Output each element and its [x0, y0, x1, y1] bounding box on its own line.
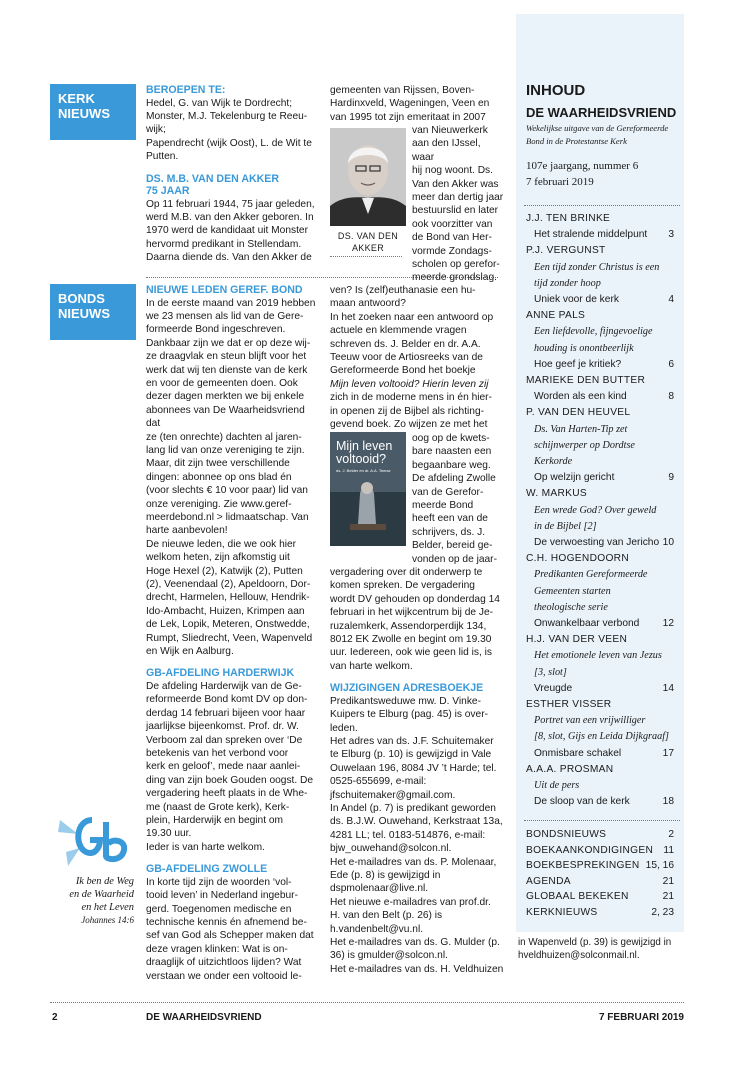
- toc-title: [526, 471, 674, 484]
- sidebar-header: [526, 82, 680, 190]
- zwolle-body: [146, 876, 320, 983]
- toc-author: [526, 763, 674, 776]
- text-line: Ieder is van harte welkom.: [146, 841, 265, 853]
- toc-title: [526, 795, 674, 808]
- text-line: Daarna diende ds. Van den Akker de: [146, 252, 312, 264]
- text-line: de Bond van Her-: [412, 232, 492, 244]
- zwolle-heading: GB-AFDELING ZWOLLE: [146, 863, 268, 876]
- vandenakker-body: [146, 198, 320, 265]
- text-line: Ouwelaan 196, 8084 JV ’t Harde; tel.: [330, 762, 497, 774]
- text-line: h.vandenbelt@vu.nl.: [330, 923, 424, 935]
- toc-page-number: 17: [662, 747, 674, 759]
- text-line: schreven ds. J. Belder en dr. A.A.: [330, 338, 481, 350]
- toc-text: Een liefdevolle, fijngevoelige: [534, 326, 653, 338]
- bonds-nieuws-tag: [50, 284, 136, 340]
- text-line: in openen zij de Bijbel als richting-: [330, 405, 485, 417]
- toc-page-number: 12: [662, 618, 674, 629]
- caption-divider: [330, 256, 402, 257]
- section-name: BOEKBESPREKINGEN: [526, 860, 640, 871]
- text-line: te Elburg (p. 10) is gewijzigd in Vale: [330, 749, 492, 761]
- text-line: Papendrecht (wijk Oost), L. de Wit te: [146, 137, 312, 149]
- toc-page-number: 4: [668, 294, 674, 305]
- toc-page-number: 6: [668, 358, 674, 370]
- toc-text: P. VAN DEN HEUVEL: [526, 407, 631, 419]
- text-line: In de eerste maand van 2019 hebben: [146, 297, 316, 309]
- footer-magazine: DE WAARHEIDSVRIEND: [146, 1012, 262, 1023]
- text-line: Ede (p. 8) is gewijzigd in: [330, 870, 441, 882]
- text-line: werk dat wij ten dienste van de kerk: [146, 364, 308, 376]
- text-line: 19.30 uur.: [146, 828, 192, 840]
- text-line: ven? Is (zelf)euthanasie een hu-: [330, 285, 476, 296]
- heading-line: DS. M.B. VAN DEN AKKER: [146, 172, 280, 185]
- text-line: Rumpt, Sliedrecht, Veen, Wapenveld: [146, 632, 313, 644]
- text-line: De nieuwe leden, die we ook hier: [146, 538, 297, 550]
- quote-line: en het Leven: [81, 901, 134, 913]
- text-line: Kuipers te Elburg (pag. 45) is over-: [330, 709, 488, 721]
- sidebar-divider-top: [524, 205, 680, 206]
- section-name: GLOBAAL BEKEKEN: [526, 891, 629, 902]
- text-line: 0525-655699, e-mail:: [330, 776, 427, 788]
- tag-line: NIEUWS: [58, 106, 110, 121]
- toc-author: [526, 633, 674, 646]
- text-line: leden.: [330, 722, 358, 734]
- gb-logo-icon: [52, 812, 136, 872]
- text-line: 8012 EK Zwolle en begint om 19.30: [330, 634, 492, 646]
- text-line: plein, Harderwijk en begint om: [146, 815, 284, 827]
- text-line: Gereformeerde Bond het boekje: [330, 365, 476, 377]
- toc-sub: [526, 779, 674, 792]
- text-line: werd M.B. van den Akker geboren. In: [146, 211, 314, 223]
- text-line: dspmolenaar@live.nl.: [330, 883, 429, 895]
- toc-text: MARIEKE DEN BUTTER: [526, 375, 646, 386]
- footer-date: 7 FEBRUARI 2019: [598, 1012, 684, 1023]
- toc-text: tijd zonder hoop: [534, 277, 601, 289]
- man-portrait-icon: [330, 128, 406, 226]
- text-line: (voor slechts € 10 voor paar) lid van: [146, 485, 308, 497]
- kerk-nieuws-tag: [50, 84, 136, 140]
- toc-text: Predikanten Gereformeerde: [534, 569, 648, 581]
- text-line: gevend boek. Zo wijzen ze met het: [330, 419, 488, 431]
- magazine-title: DE WAARHEIDSVRIEND: [526, 105, 677, 120]
- section-page-number: 21: [662, 891, 674, 902]
- toc-text: Kerkorde: [534, 456, 573, 467]
- text-line: In het zoeken naar een antwoord op: [330, 311, 494, 323]
- toc-author: [526, 406, 674, 419]
- section-page-number: 15, 16: [645, 860, 674, 871]
- toc-sub: [526, 504, 674, 517]
- section-index-row: [526, 906, 674, 919]
- section-page-number: 2: [668, 829, 674, 840]
- toc-text: Een wrede God? Over geweld: [534, 504, 657, 516]
- column-2-top: [330, 84, 502, 124]
- text-line: van 1995 tot zijn emeritaat in 2007: [330, 111, 486, 123]
- text-line: Ido-Ambacht, Huizen, Krimpen aan: [146, 605, 305, 617]
- toc-title: [526, 747, 674, 760]
- toc-text: Onwankelbaar verbond: [534, 618, 640, 629]
- toc-title: [526, 536, 674, 549]
- tag-line: NIEUWS: [58, 306, 110, 321]
- text-line: abonnees van De Waarheidsvriend dat: [146, 404, 305, 430]
- text-line: hervormd predikant in Stellendam.: [146, 238, 302, 250]
- text-line: In Andel (p. 7) is predikant geworden: [330, 803, 496, 814]
- tag-line: KERK: [58, 91, 95, 106]
- toc-text: schijnwerper op Dordtse: [534, 439, 635, 451]
- text-line: Putten.: [146, 151, 179, 163]
- toc-text: H.J. VAN DER VEEN: [526, 634, 628, 646]
- toc-text: Onmisbare schakel: [534, 747, 622, 759]
- toc-text: houding is onontbeerlijk: [534, 342, 634, 354]
- toc-page-number: 18: [662, 796, 674, 808]
- text-line: draaglijk of uitzichtloos lijden? Wat: [146, 957, 302, 969]
- section-index-row: [526, 844, 674, 857]
- text-line: Van den Akker was: [412, 178, 499, 190]
- portrait-photo: [330, 128, 406, 226]
- tag-line: BONDS: [58, 291, 105, 306]
- sidebar-divider-bottom: [524, 820, 680, 821]
- heading-line: 75 JAAR: [146, 185, 190, 198]
- toc-text: ANNE PALS: [526, 310, 586, 322]
- text-line: ds. B.J.W. Ouwehand, Kerkstraat 13a,: [330, 816, 503, 828]
- toc-text: Het emotionele leven van Jezus: [534, 650, 662, 662]
- book-cover: [330, 432, 406, 546]
- text-line: heeft een van de: [412, 513, 488, 525]
- toc-title: [526, 358, 674, 371]
- toc-text: C.H. HOGENDOORN: [526, 553, 629, 565]
- text-line: Predikantsweduwe mw. D. Vinke-: [330, 695, 481, 707]
- toc-sub: [526, 649, 674, 662]
- text-line: begaanbare weg.: [412, 459, 491, 471]
- text-line: vergadering over dit onderwerp te: [330, 567, 483, 578]
- toc-text: [3, slot]: [534, 666, 567, 678]
- toc-text: J.J. TEN BRINKE: [526, 213, 611, 224]
- text-line: wijk;: [146, 124, 166, 136]
- footer-divider: [50, 1002, 684, 1003]
- section-page-number: 2, 23: [651, 906, 674, 918]
- text-line: (2), Veenendaal (2), Apeldoorn, Dor-: [146, 579, 311, 591]
- section-index: [516, 826, 684, 922]
- column-2-zwolle: [330, 284, 504, 431]
- toc-sub: [526, 277, 674, 290]
- subtitle-line: Bond in de Protestantse Kerk: [526, 136, 627, 146]
- toc-author: [526, 309, 674, 322]
- text-line: vormde Zondags-: [412, 245, 492, 257]
- nieuweleden-body: [146, 297, 320, 659]
- issue-date: 7 februari 2019: [526, 176, 594, 188]
- text-line: schrijvers, ds. J.: [412, 526, 486, 538]
- toc-author: [526, 552, 674, 565]
- column-2-book-wrap: [412, 432, 506, 566]
- text-line: Hedel, G. van Wijk te Dordrecht;: [146, 97, 293, 109]
- section-index-row: [526, 859, 674, 872]
- toc-text: W. MARKUS: [526, 488, 587, 500]
- toc-text: Het stralende middelpunt: [534, 229, 648, 241]
- text-line: scholen op gerefor-: [412, 259, 500, 271]
- toc-text: Een tijd zonder Christus is een: [534, 261, 660, 273]
- jaargang: 107e jaargang, nummer 6: [526, 160, 639, 172]
- text-line: bestuurslid en later: [412, 205, 499, 217]
- text-line: Dankbaar zijn we dat er op deze wij-: [146, 337, 311, 349]
- toc-text: Hoe geef je kritiek?: [534, 358, 622, 370]
- text-line: gemeenten van Rijssen, Boven-: [330, 85, 475, 96]
- toc-title: [526, 228, 674, 241]
- inhoud-title: INHOUD: [526, 82, 586, 99]
- quote-line: Ik ben de Weg: [75, 876, 134, 887]
- beroepen-body: [146, 97, 320, 164]
- column-1: [146, 84, 320, 265]
- text-line: onze vereniging. Zie www.geref-: [146, 498, 292, 510]
- section-index-row: [526, 890, 674, 903]
- book-title-line: voltooid?: [336, 452, 387, 466]
- text-line: drecht, Harmelen, Hellouw, Hendrik-: [146, 592, 310, 604]
- text-line: 1970 werd de kandidaat uit Monster: [146, 225, 308, 237]
- text-line: dingen: abonnee op ons blad én: [146, 471, 292, 483]
- text-line: De afdeling Harderwijk van de Ge-: [146, 680, 302, 692]
- toc-sub: [526, 730, 674, 743]
- text-line: hveldhuizen@solconmail.nl.: [518, 950, 640, 962]
- toc-text: Uniek voor de kerk: [534, 294, 619, 305]
- text-line: meerde Bond: [412, 500, 474, 512]
- toc-sub: [526, 601, 674, 614]
- text-line: Belder, bereid ge-: [412, 540, 493, 552]
- harderwijk-heading: GB-AFDELING HARDERWIJK: [146, 667, 295, 680]
- toc-text: ESTHER VISSER: [526, 699, 612, 710]
- column-2-wrap: [412, 124, 504, 285]
- caption-line: AKKER: [351, 243, 384, 253]
- toc-author: [526, 212, 674, 225]
- text-line: Maar, dit zijn twee verschillende: [146, 458, 290, 470]
- toc-title: [526, 682, 674, 695]
- text-line: februari in het wijkcentrum bij de Je-: [330, 607, 494, 619]
- text-line: uur. Iedereen, ook wie geen lid is, is: [330, 647, 492, 659]
- text-line: wordt DV gehouden op donderdag 14: [330, 593, 500, 605]
- toc-page-number: 9: [668, 472, 674, 484]
- text-line: kerk en geloof’, mede naar aanlei-: [146, 761, 301, 773]
- toc-title: [526, 617, 674, 630]
- text-line: zich in de moderne mens in én hier-: [330, 392, 492, 404]
- text-line: jaarlijkse bijeenkomst. Prof. dr. W.: [146, 721, 299, 733]
- toc-title: [526, 293, 674, 306]
- section-page-number: 21: [662, 875, 674, 887]
- text-line: Het e-mailadres van ds. P. Molenaar,: [330, 856, 497, 868]
- text-line: bare naasten een: [412, 446, 492, 458]
- quote-line: en de Waarheid: [69, 888, 134, 900]
- logo-quote: [40, 876, 134, 927]
- text-line: reformeerde Bond komt DV op don-: [146, 694, 308, 706]
- text-line: jfschuitemaker@gmail.com.: [330, 789, 456, 801]
- text-line: Het e-mailadres van ds. G. Mulder (p.: [330, 937, 500, 949]
- text-line: in Wapenveld (p. 39) is gewijzigd in: [518, 937, 672, 948]
- section-index-row: [526, 828, 674, 841]
- text-line: maan antwoord?: [330, 298, 406, 310]
- toc-text: Op welzijn gericht: [534, 472, 615, 484]
- text-line: komen spreken. De vergadering: [330, 580, 475, 592]
- nieuweleden-heading: NIEUWE LEDEN GEREF. BOND: [146, 284, 303, 296]
- text-line: ding van zijn boek Gouden oogst. De: [146, 774, 314, 786]
- quote-reference: Johannes 14:6: [81, 915, 134, 926]
- text-line: gerd. Toegenomen medische en: [146, 903, 292, 915]
- toc-sub: [526, 342, 674, 355]
- text-line: en Wijk en Aalburg.: [146, 646, 234, 658]
- book-title: [336, 440, 392, 466]
- gb-logo: [52, 812, 136, 872]
- text-line: formeerde Bond ingeschreven.: [146, 324, 286, 336]
- section-name: BONDSNIEUWS: [526, 829, 607, 840]
- section-name: KERKNIEUWS: [526, 906, 598, 918]
- adresboekje-body: [330, 695, 506, 977]
- toc-sub: [526, 325, 674, 338]
- text-line: Het nieuwe e-mailadres van prof.dr.: [330, 896, 491, 908]
- text-line: Monster, M.J. Tekelenburg te Reeu-: [146, 110, 308, 122]
- toc-sub: [526, 714, 674, 727]
- toc-text: Portret van een vrijwilliger: [534, 715, 646, 727]
- text-line: vergadering heeft plaats in de Whe-: [146, 788, 308, 800]
- text-line: van harte welkom.: [330, 660, 413, 672]
- text-line: Verboom zal dan spreken over ‘De: [146, 734, 303, 746]
- text-line: Teeuw voor de Artiosreeks van de: [330, 352, 483, 364]
- text-line: oog op de kwets-: [412, 433, 490, 444]
- toc-page-number: 3: [668, 229, 674, 241]
- toc-text: Uit de pers: [534, 780, 580, 791]
- toc-sub: [526, 455, 674, 468]
- toc-text: Vreugde: [534, 682, 573, 694]
- text-line: ze draagvlak en steun blijft voor het: [146, 351, 307, 363]
- toc-text: De sloop van de kerk: [534, 796, 630, 808]
- toc-text: in de Bijbel [2]: [534, 520, 597, 532]
- column-1-lower: [146, 284, 320, 983]
- text-line: deze vragen klinken: Wat is on-: [146, 943, 288, 955]
- text-line: sef van God als Schepper maken dat: [146, 930, 314, 942]
- text-line: van Nieuwerkerk: [412, 125, 488, 136]
- toc-sub: [526, 439, 674, 452]
- text-line: Het adres van ds. J.F. Schuitemaker: [330, 735, 494, 747]
- magazine-subtitle: [526, 122, 680, 148]
- text-line: we 23 mensen als lid van de Gere-: [146, 310, 304, 322]
- toc-text: A.A.A. PROSMAN: [526, 763, 614, 775]
- text-line: meerde grondslag.: [412, 272, 497, 284]
- text-line: derdag 14 februari bijeen voor haar: [146, 707, 306, 719]
- text-line: actuele en klemmende vragen: [330, 325, 467, 337]
- toc-text: theologische serie: [534, 601, 608, 613]
- text-line: Hardinxveld, Wageningen, Veen en: [330, 98, 490, 110]
- text-line: welkom heten, zijn afkomstig uit: [146, 552, 290, 564]
- toc-text: Ds. Van Harten-Tip zet: [534, 423, 628, 435]
- toc-sub: [526, 585, 674, 598]
- text-line: Hoge Hexel (2), Katwijk (2), Putten: [146, 565, 303, 577]
- adresboekje-heading: WIJZIGINGEN ADRESBOEKJE: [330, 682, 484, 695]
- text-line: bjw_ouwehand@solcon.nl.: [330, 843, 452, 855]
- subtitle-line: Wekelijkse uitgave van de Gereformeerde: [526, 123, 669, 133]
- section-page-number: 11: [663, 844, 674, 856]
- toc-page-number: 8: [668, 391, 674, 403]
- caption-line: DS. VAN DEN: [337, 231, 399, 241]
- harderwijk-body: [146, 680, 320, 854]
- toc-page-number: 10: [662, 537, 674, 548]
- text-line: hij nog woont. Ds.: [412, 165, 493, 177]
- toc-author: [526, 487, 674, 500]
- text-line: van de Gerefor-: [412, 486, 484, 498]
- toc-sub: [526, 423, 674, 436]
- section-name: BOEKAANKONDIGINGEN: [526, 844, 654, 856]
- column-3-tail: [518, 936, 694, 963]
- text-line: ruzalemkerk, Assendorperdijk 134,: [330, 620, 487, 632]
- text-line: 36) is gmulder@solcon.nl.: [330, 950, 448, 962]
- text-line: technische kennis én afnemend be-: [146, 916, 307, 928]
- section-index-row: [526, 875, 674, 888]
- section-name: AGENDA: [526, 875, 571, 887]
- toc-text: [8, slot, Gijs en Leida Dijkgraaf]: [534, 731, 669, 743]
- toc-text: Worden als een kind: [534, 391, 627, 403]
- text-line: 4281 LL; tel. 0183-514876, e-mail:: [330, 829, 486, 841]
- text-line: ook voorzitter van: [412, 218, 493, 230]
- text-line: meer dan dertig jaar: [412, 192, 504, 204]
- text-line: verstaan we onder een voltooid le-: [146, 970, 302, 982]
- page-number: 2: [52, 1012, 58, 1023]
- column-2-book-after: [330, 566, 506, 976]
- toc-text: Gemeenten starten: [534, 585, 611, 597]
- text-line: Mijn leven voltooid? Hierin leven zij: [330, 378, 489, 390]
- toc-sub: [526, 261, 674, 274]
- toc-sub: [526, 520, 674, 533]
- toc-title: [526, 390, 674, 403]
- text-line: Op 11 februari 1944, 75 jaar geleden,: [146, 198, 315, 210]
- table-of-contents: [516, 208, 684, 828]
- text-line: de Lek, Lopik, Meteren, Onstwedde,: [146, 619, 310, 631]
- toc-sub: [526, 666, 674, 679]
- text-line: tooid leven’ in Nederland ingebur-: [146, 890, 298, 902]
- toc-text: P.J. VERGUNST: [526, 245, 606, 257]
- text-line: meerdebond.nl > lidmaatschap. Van: [146, 512, 309, 523]
- toc-author: [526, 374, 674, 387]
- text-line: betekenis van het verbond voor: [146, 748, 289, 759]
- text-line: De afdeling Zwolle: [412, 473, 496, 485]
- text-line: en voor de gemeenten doen. Ook: [146, 377, 298, 389]
- text-line: aan den IJssel, waar: [412, 138, 481, 163]
- toc-sub: [526, 568, 674, 581]
- text-line: Het e-mailadres van ds. H. Veldhuizen: [330, 963, 504, 975]
- toc-author: [526, 698, 674, 711]
- text-line: ze (ten onrechte) dachten al jaren-: [146, 431, 302, 443]
- toc-author: [526, 244, 674, 257]
- text-line: me (naast de Grote kerk), Kerk-: [146, 801, 290, 813]
- text-line: harte aanbevolen!: [146, 525, 228, 537]
- text-line: In korte tijd zijn de woorden ‘vol-: [146, 876, 292, 888]
- text-line: dezer dagen merkten we bij enkele: [146, 391, 305, 403]
- vandenakker-heading: [146, 173, 320, 198]
- text-line: H. van den Belt (p. 26) is: [330, 910, 443, 922]
- toc-page-number: 14: [662, 682, 674, 694]
- text-line: lang lid van onze vereniging te zijn.: [146, 444, 305, 456]
- book-authors: ds. J. Belder en dr. A.A. Teeuw: [336, 468, 391, 473]
- text-line: vonden op de jaar-: [412, 553, 497, 565]
- book-title-line: Mijn leven: [336, 439, 393, 453]
- toc-text: De verwoesting van Jericho: [534, 537, 660, 548]
- beroepen-heading: BEROEPEN TE:: [146, 84, 226, 96]
- photo-caption: [330, 230, 406, 254]
